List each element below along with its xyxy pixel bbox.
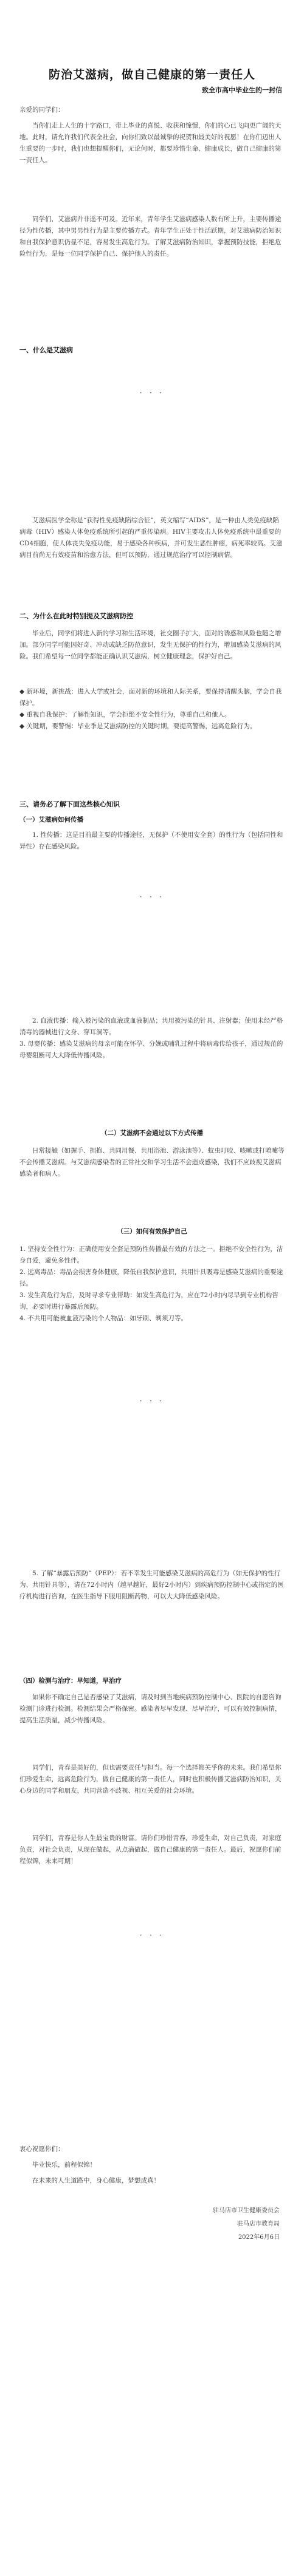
section-divider: · · · xyxy=(139,1397,165,1406)
sub-3-2-body: 日常接触（如握手、拥抱、共同用餐、共用浴池、游泳池等）、蚊虫叮咬、咳嗽或打喷嚏等不会传播艾滋病。与艾滋病感染者的正常社交和学习生活不会造成感染，我们不应歧视艾滋病感染者和病人。 xyxy=(19,1147,285,1177)
closing-paragraph-1: 同学们，青春是美好的，但也需要责任与担当。每一个选择都关乎你的未来。我们希望你们珍爱生命，远离危险行为，做自己健康的第一责任人，同时也积极传播艾滋病防治知识，关心身边的同学和朋友，共同营造不歧视、相互关爱的社会环境。 xyxy=(19,1764,282,1794)
section-divider: · · · xyxy=(139,893,165,902)
letter-subtitle: 致全市高中毕业生的一封信 xyxy=(202,86,282,94)
sub-3-4-body: 5. 了解“暴露后预防”（PEP）：若不幸发生可能感染艾滋病的高危行为（如无保护的性行为、共用针具等），请在72小时内（越早越好，最好2小时内）到疾病预防控制中心或指定的医疗机构进行咨询，在医生指导下服用阻断药物，可以大大降低感染风险。 xyxy=(19,1570,284,1600)
section-1-body: 艾滋病医学全称是“获得性免疫缺陷综合征”，英文缩写“AIDS”，是一种由人类免疫缺陷病毒（HIV）感染人体免疫系统所引起的严重传染病。HIV主要攻击人体免疫系统中最重要的CD4细胞，使人体丧失免疫功能，易于感染各种疾病，并可发生恶性肿瘤，病死率较高。艾滋病目前尚无有效疫苗和治愈方法，但可以预防，通过规范治疗可以控制病情。 xyxy=(19,517,283,559)
intro-paragraph-1: 当你们走上人生的十字路口，带上毕业的喜悦、收获和憧憬，你们的心已飞向更广阔的天地。此时，请允许我们代表全社会，向你们致以最诚挚的祝贺和最美好的祝愿！在你们迈出人生重要的一步时，我们也想提醒你们，无论何时，都要珍惜生命、健康成长，做自己健康的第一责任人。 xyxy=(19,122,282,164)
letter-title: 防治艾滋病，做自己健康的第一责任人 xyxy=(48,68,255,81)
signature-date: 2022年6月6日 xyxy=(238,2234,280,2241)
section-2-heading: 二、为什么在此时特别提及艾滋病防控 xyxy=(19,612,133,620)
section-divider: · · · xyxy=(139,389,165,398)
sub-3-3-body: 1. 坚持安全性行为：正确使用安全套是预防性传播最有效的方法之一。拒绝不安全性行为，洁身自爱，避免多性伴。 2. 远离毒品：毒品会损害身体健康，降低自我保护意识，共用针具吸毒是感染艾滋病的重要途径。 3. 发生高危行为后，及时寻求专业帮助：如发生高危行为，应在72小时内尽早到专业机构咨询，必要时进行暴露后预防。 4. 不共用可能被血液污染的个人物品：如牙刷、剃须刀等。 xyxy=(19,1245,283,1322)
sub-3-5-body: 如果你不确定自己是否感染了艾滋病，请及时到当地疾病预防控制中心、医院的自愿咨询检测门诊进行检测。检测结果会严格保密。感染者尽早发现、尽早治疗，可以有效控制病情，提高生活质量，减少传播风险。 xyxy=(19,1694,282,1724)
sub-3-3-heading: （三）如何有效保护自己 xyxy=(117,1228,187,1235)
sub-3-5-heading: （四）检测与治疗：早知道，早治疗 xyxy=(19,1677,122,1685)
wishes-line-2: 在未来的人生道路中，身心健康，梦想成真！ xyxy=(32,2177,160,2184)
section-divider: · · · xyxy=(139,1931,165,1940)
sub-3-2-heading: （二）艾滋病不会通过以下方式传播 xyxy=(101,1130,203,1137)
signature-block xyxy=(213,2204,280,2244)
sub-3-1-heading: （一）艾滋病如何传播 xyxy=(19,816,83,823)
intro-paragraph-2: 同学们，艾滋病并非遥不可及。近年来，青年学生艾滋病感染人数有所上升，主要传播途径为性传播，其中男男性行为是主要传播方式。青年学生正处于性活跃期，对艾滋病防治知识和自我保护意识仍显不足，容易发生高危行为。了解艾滋病防治知识，掌握预防技能，拒绝危险性行为，是每一位同学保护自己、保护他人的责任。 xyxy=(19,216,282,257)
section-3-heading: 三、请务必了解下面这些核心知识 xyxy=(19,800,120,808)
section-2-points: ◆ 新环境，新挑战：进入大学或社会，面对新的环境和人际关系，要保持清醒头脑，学会自我保护。 ◆ 重视自我保护：了解性知识，学会拒绝不安全性行为，尊重自己和他人。 ◆ 关键期，要警惕：毕业季是艾滋病防控的关键时期，要提高警惕，远离危险行为。 xyxy=(19,688,282,730)
section-1-heading: 一、什么是艾滋病 xyxy=(19,346,73,354)
signature-org-2: 驻马店市教育局 xyxy=(237,2221,280,2227)
signature-org-1: 驻马店市卫生健康委员会 xyxy=(213,2207,280,2214)
sub-3-1-body: 1. 性传播：这是目前最主要的传播途径，无保护（不使用安全套）的性行为（包括同性和异性）存在感染风险。 xyxy=(19,831,283,850)
wishes-line-1: 毕业快乐，前程似锦！ xyxy=(32,2161,96,2169)
greeting: 亲爱的同学们： xyxy=(19,106,64,114)
sub-3-1-body-2: 2. 血液传播：输入被污染的血液或血液制品；共用被污染的针具、注射器；使用未经严格消毒的器械进行文身、穿耳洞等。 3. 母婴传播：感染艾滋病的母亲可能在怀孕、分娩或哺乳过程中将病毒传给孩子，通过规范的母婴阻断可大大降低传播风险。 xyxy=(19,1017,283,1059)
section-2-body: 毕业后，同学们将进入新的学习和生活环境，社交圈子扩大，面对的诱惑和风险也随之增加。部分同学可能因好奇、冲动或缺乏防范意识，发生无保护的性行为，增加感染艾滋病的风险。我们希望每一位同学都能正确认识艾滋病，树立健康理念，保护好自己。 xyxy=(19,630,282,660)
wishes-intro: 衷心祝愿你们： xyxy=(19,2145,64,2153)
closing-paragraph-2: 同学们，青春是你人生最宝贵的财富。请你们珍惜青春，珍爱生命，对自己负责，对家庭负责，对社会负责，从现在做起，从点滴做起，做自己健康的第一责任人。最后，祝愿你们前程似锦，未来可期！ xyxy=(19,1835,282,1865)
